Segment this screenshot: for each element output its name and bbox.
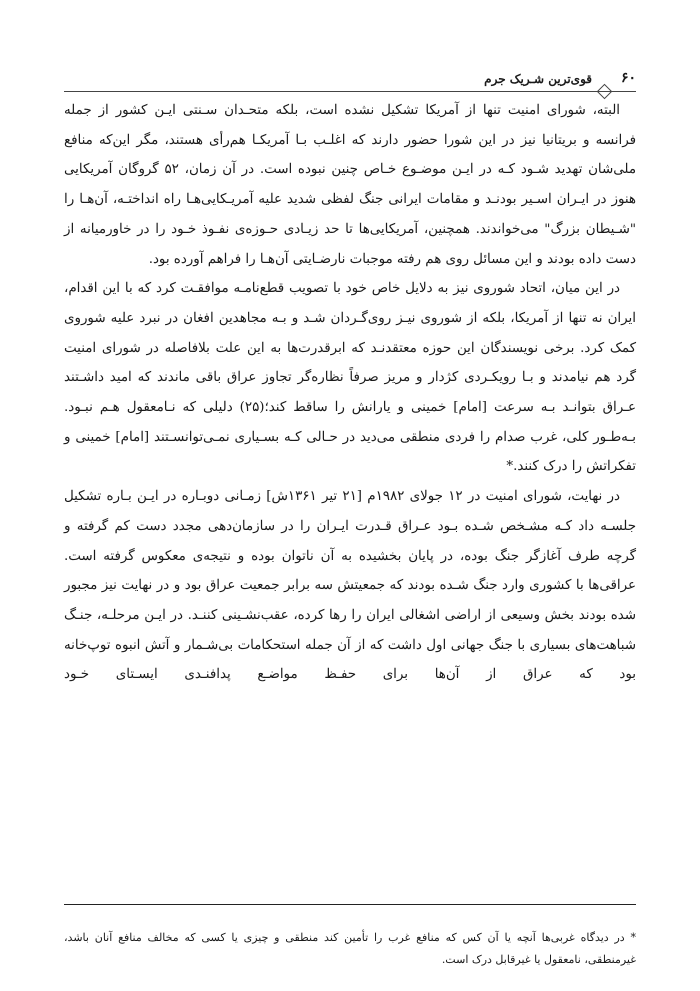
header-rule <box>64 91 636 92</box>
page-number: ۶۰ <box>620 70 636 86</box>
body-text <box>64 96 636 690</box>
page-header <box>64 70 636 96</box>
paragraph-2: در این میان، اتحاد شوروی نیز به دلایل خاص خود با تصویب قطع‌نامـه موافقـت کرد که با این اقدام، ایران نه تنها از آمریکا، بلکه از شوروی نیـز روی‌گـردان شـد و بـه مجاهدین افغان در نبرد علیه شوروی کمک کرد. برخی نویسندگان این حوزه معتقدنـد که ابرقدرت‌ها به این علت بلافاصله در شورای امنیت گرد هم نیامدند و بـا رویکـردی کژدار و مریز صرفاً نظاره‌گر تجاوز عراق باقی ماندند که امید داشـتند عـراق بتوانـد بـه سرعت [امام] خمینی و یارانش را ساقط کند؛(۲۵) دلیلی که نـامعقول هـم نبـود. بـه‌طـور کلی، غرب صدام را فردی منطقی می‌دید در حـالی کـه بسـیاری نمـی‌توانسـتند [امام] خمینی و تفکراتش را درک کنند.* <box>64 281 636 475</box>
footnote-rule <box>64 904 636 905</box>
footnote: * در دیدگاه غربی‌ها آنچه یا آن کس که منافع غرب را تأمین کند منطقی و چیزی یا کسی که مخالف منافع آنان باشد، غیرمنطقی، نامعقول یا غیرقابل درک است. <box>64 931 636 966</box>
paragraph-1: البته، شورای امنیت تنها از آمریکا تشکیل نشده است، بلکه متحـدان سـنتی ایـن کشور از جمله فرانسه و بریتانیا نیز در این شورا حضور دارند که اغلـب بـا آمریکـا هم‌رأی هستند، مگر این‌که منافع ملی‌شان تهدید شـود کـه در ایـن موضـوع خـاص چنین نبوده است. در آن زمان، ۵۲ گروگان آمریکایی هنوز در ایـران اسـیر بودنـد و مقامات ایرانی جنگ لفظی شدید علیه آمریـکایی‌هـا راه انداختـه، آن‌هـا را "شـیطان بزرگ" می‌خواندند. همچنین، آمریکایی‌ها تا حد زیـادی حـوزه‌ی نفـوذ خـود را در خاورمیانه از دست داده بودند و این مسائل روی هم رفته موجبات نارضـایتی آن‌هـا را فراهم آورده بود. <box>64 103 636 267</box>
running-title: قوی‌ترین شـریک جرم <box>484 72 592 86</box>
paragraph-3: در نهایت، شورای امنیت در ۱۲ جولای ۱۹۸۲م [۲۱ تیر ۱۳۶۱ش] زمـانی دوبـاره در ایـن بـاره تشکیل جلسـه داد کـه مشـخص شـده بـود عـراق قـدرت ایـران را در سازمان‌دهی مجدد دست کم گرفته و گرچه طرف آغازگر جنگ بوده، در پایان بخشیده به آن ناتوان بوده و نتیجه‌ی معکوس گرفته است. عراقی‌ها با کشوری وارد جنگ شـده بودند که جمعیتش سه برابر جمعیت عراق بود و در نهایت نیز مجبور شده بودند بخش وسیعی از اراضی اشغالی ایران را رها کرده، عقب‌نشـینی کننـد. در ایـن مرحلـه، جنـگ شباهت‌های بسیاری با جنگ جهانی اول داشت که از آن جمله استحکامات بی‌شـمار و آتش انبوه توپ‌خانه بود که عراق از آن‌ها برای حفـظ مواضـع پدافنـدی ایسـتای خـود <box>64 489 636 683</box>
